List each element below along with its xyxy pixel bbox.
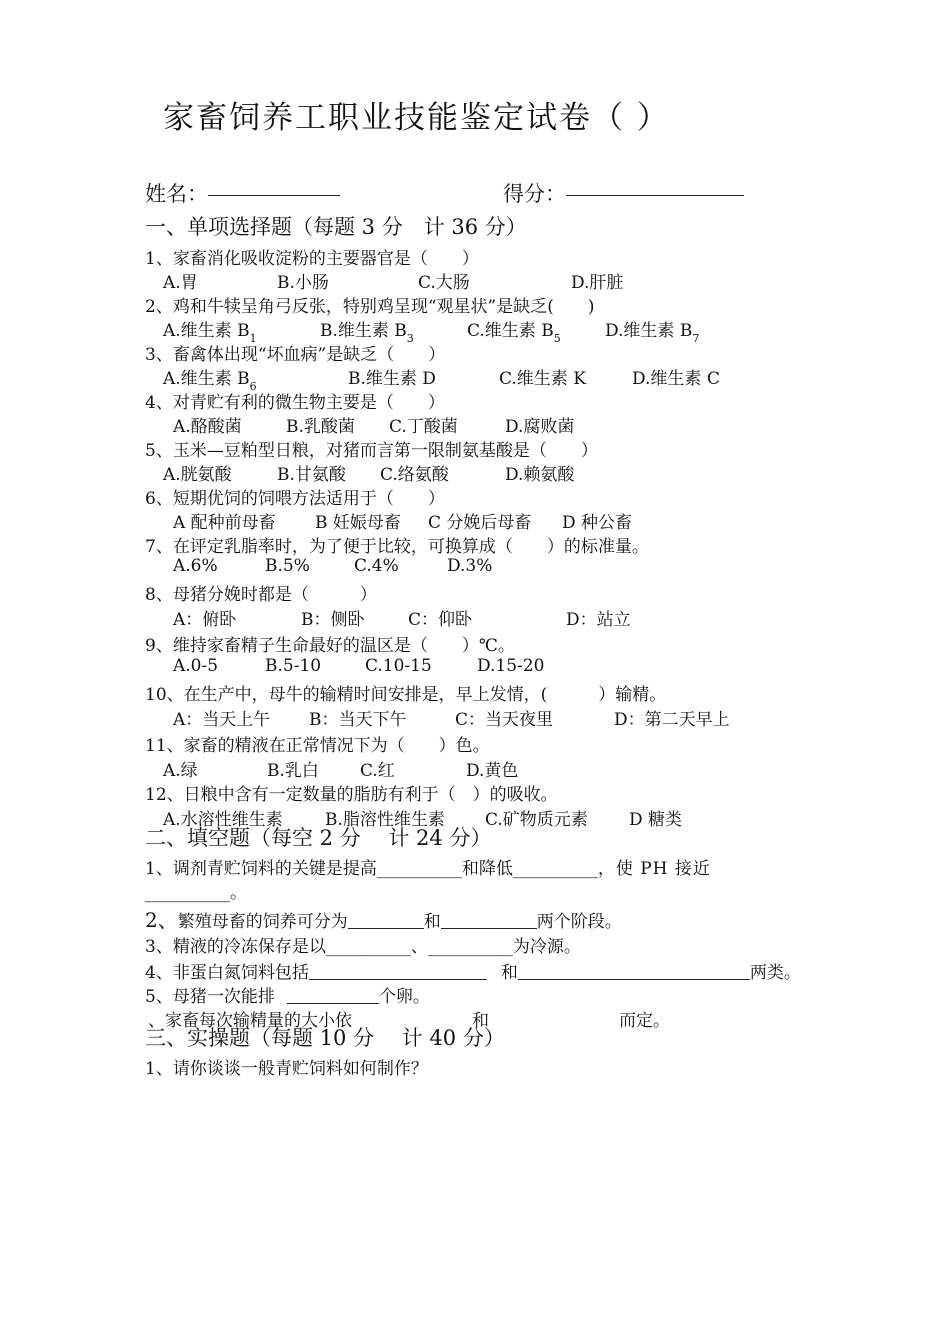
q10-option-b[interactable]: B：当天下午 <box>309 710 407 730</box>
q9-option-d[interactable]: D.15-20 <box>477 656 545 676</box>
question-7: 7、在评定乳脂率时，为了便于比较，可换算成（ ）的标准量。 <box>145 537 649 557</box>
q9-option-b[interactable]: B.5-10 <box>265 656 322 676</box>
q2-option-c-label: C.维生素 B <box>467 321 554 341</box>
q10-option-d[interactable]: D：第二天早上 <box>614 710 730 730</box>
q7-option-d[interactable]: D.3% <box>447 556 493 576</box>
fill-2-text-a: 繁殖母畜的饲养可分为 <box>177 912 348 932</box>
score-blank[interactable] <box>566 195 744 196</box>
q2-option-c[interactable] <box>467 316 561 345</box>
q3-option-d[interactable]: D.维生素 C <box>632 369 720 389</box>
fill-1-blank-1[interactable]: __________ <box>376 859 462 879</box>
fill-1-blank-2[interactable]: __________ <box>512 859 598 879</box>
fill-question-3 <box>145 932 581 957</box>
q8-option-c[interactable]: C：仰卧 <box>408 610 473 630</box>
q1-option-a[interactable]: A.胃 <box>163 273 198 293</box>
q8-option-d[interactable]: D：站立 <box>566 610 631 630</box>
q4-option-d[interactable]: D.腐败菌 <box>505 417 575 437</box>
q12-option-a[interactable]: A.水溶性维生素 <box>163 810 283 830</box>
question-1: 1、家畜消化吸收淀粉的主要器官是（ ） <box>145 249 479 269</box>
q10-option-c[interactable]: C：当天夜里 <box>455 710 554 730</box>
q5-option-a[interactable]: A.胱氨酸 <box>163 465 232 485</box>
q2-option-d-label: D.维生素 B <box>605 321 693 341</box>
question-10: 10、在生产中，母牛的输精时间安排是，早上发情，( ）输精。 <box>145 685 667 705</box>
q3-option-a-sub: 6 <box>249 380 257 393</box>
section-heading-choice: 一、单项选择题（每题 3 分 计 36 分） <box>145 215 527 239</box>
q11-option-a[interactable]: A.绿 <box>163 761 198 781</box>
q3-option-c[interactable]: C.维生素 K <box>499 369 586 389</box>
q9-option-c[interactable]: C.10-15 <box>365 656 432 676</box>
q11-option-b[interactable]: B.乳白 <box>267 761 319 781</box>
q8-option-b[interactable]: B：侧卧 <box>301 610 365 630</box>
fill-2-blank-2[interactable] <box>441 912 537 929</box>
fill-3-text-b: 、 <box>410 937 428 957</box>
fill-2-text-c: 两个阶段。 <box>536 912 622 932</box>
fill-4-text-b: 和 <box>500 963 518 983</box>
fill-1-text-a: 1、调剂青贮饲料的关键是提高 <box>145 859 377 879</box>
fill-3-text-c: 为冷源。 <box>512 937 581 957</box>
fill-1-text-c: ，使 PH 接近 <box>597 859 711 879</box>
q2-option-a-sub: 1 <box>249 332 257 345</box>
q1-option-b[interactable]: B.小肠 <box>277 273 329 293</box>
name-field <box>145 178 340 208</box>
question-5: 5、玉米—豆粕型日粮，对猪而言第一限制氨基酸是（ ） <box>145 441 598 461</box>
question-6: 6、短期优饲的饲喂方法适用于（ ） <box>145 489 445 509</box>
q11-option-c[interactable]: C.红 <box>360 761 395 781</box>
q4-option-a[interactable]: A.酪酸菌 <box>173 417 242 437</box>
q7-option-c[interactable]: C.4% <box>354 556 399 576</box>
fill-6-text-a: 、家畜每次输精量的大小依 <box>148 1011 352 1031</box>
question-12: 12、日粮中含有一定数量的脂肪有利于（ ）的吸收。 <box>145 785 558 805</box>
q2-option-b-sub: 3 <box>406 332 414 345</box>
q9-option-a[interactable]: A.0-5 <box>173 656 219 676</box>
fill-4-blank-2[interactable] <box>518 963 750 980</box>
question-11: 11、家畜的精液在正常情况下为（ ）色。 <box>145 736 490 756</box>
score-field <box>503 178 744 208</box>
fill-question-4 <box>145 958 801 983</box>
q12-option-b[interactable]: B.脂溶性维生素 <box>325 810 445 830</box>
fill-question-2 <box>145 904 622 933</box>
q4-option-c[interactable]: C.丁酸菌 <box>389 417 458 437</box>
name-label: 姓名： <box>145 182 208 206</box>
fill-question-1 <box>145 854 711 879</box>
q3-option-b[interactable]: B.维生素 D <box>348 369 436 389</box>
fill-5-text-b: 个卵。 <box>378 987 430 1007</box>
q2-option-b-label: B.维生素 B <box>320 321 407 341</box>
page-title: 家畜饲养工职业技能鉴定试卷（ ） <box>163 100 670 136</box>
q6-option-d[interactable]: D 种公畜 <box>562 513 633 533</box>
fill-2-blank-1[interactable] <box>348 912 424 929</box>
practical-question-1: 1、请你谈谈一般青贮饲料如何制作？ <box>145 1059 428 1079</box>
score-label: 得分： <box>503 182 566 206</box>
q12-option-c[interactable]: C.矿物质元素 <box>485 810 588 830</box>
q6-option-b[interactable]: B 妊娠母畜 <box>315 513 401 533</box>
q7-option-a[interactable]: A.6% <box>173 556 218 576</box>
question-8: 8、母猪分娩时都是（ ） <box>145 585 377 605</box>
fill-6-text-b: 和 <box>472 1011 489 1031</box>
question-3: 3、畜禽体出现“坏血病”是缺乏（ ） <box>145 345 446 365</box>
fill-question-5 <box>145 982 430 1007</box>
fill-3-blank-2[interactable]: __________ <box>427 937 513 957</box>
fill-4-text-a: 4、非蛋白氮饲料包括 <box>145 963 309 983</box>
fill-3-text-a: 3、精液的冷冻保存是以 <box>145 937 326 957</box>
question-9: 9、维持家畜精子生命最好的温区是（ ）℃。 <box>145 636 515 656</box>
section-heading-practical: 三、实操题（每题 10 分 计 40 分） <box>145 1026 505 1050</box>
section-heading-fill: 二、填空题（每空 2 分 计 24 分） <box>145 826 492 850</box>
q6-option-a[interactable]: A 配种前母畜 <box>173 513 276 533</box>
fill-6-text-c: 而定。 <box>619 1011 670 1031</box>
fill-2-text-b: 和 <box>423 912 441 932</box>
name-blank[interactable] <box>208 195 340 196</box>
q6-option-c[interactable]: C 分娩后母畜 <box>428 513 532 533</box>
question-2: 2、鸡和牛犊呈角弓反张，特别鸡呈现“观星状”是缺乏( ) <box>145 297 595 317</box>
fill-2-number: 2、 <box>145 908 178 932</box>
q2-option-a-label: A.维生素 B <box>163 321 250 341</box>
q7-option-b[interactable]: B.5% <box>265 556 310 576</box>
q5-option-b[interactable]: B.甘氨酸 <box>277 465 346 485</box>
fill-1-blank-3[interactable]: __________。 <box>145 883 247 903</box>
q8-option-a[interactable]: A：俯卧 <box>173 610 237 630</box>
q1-option-d[interactable]: D.肝脏 <box>571 273 624 293</box>
q5-option-c[interactable]: C.络氨酸 <box>380 465 449 485</box>
q12-option-d[interactable]: D 糖类 <box>629 810 683 830</box>
q2-option-c-sub: 5 <box>553 332 561 345</box>
fill-4-text-c: 两类。 <box>749 963 801 983</box>
q1-option-c[interactable]: C.大肠 <box>418 273 470 293</box>
fill-1-text-b: 和降低 <box>461 859 513 879</box>
fill-4-blank-1[interactable] <box>309 963 487 980</box>
question-4: 4、对青贮有利的微生物主要是（ ） <box>145 393 445 413</box>
q11-option-d[interactable]: D.黄色 <box>466 761 519 781</box>
q2-option-d-sub: 7 <box>692 332 700 345</box>
q2-option-d[interactable] <box>605 316 699 345</box>
fill-3-blank-1[interactable]: __________ <box>325 937 411 957</box>
fill-5-blank-1[interactable] <box>287 987 379 1004</box>
fill-5-text-a: 5、母猪一次能排 <box>145 987 275 1007</box>
q4-option-b[interactable]: B.乳酸菌 <box>286 417 355 437</box>
q3-option-a-label: A.维生素 B <box>163 369 250 389</box>
q5-option-d[interactable]: D.赖氨酸 <box>505 465 575 485</box>
q10-option-a[interactable]: A：当天上午 <box>173 710 271 730</box>
